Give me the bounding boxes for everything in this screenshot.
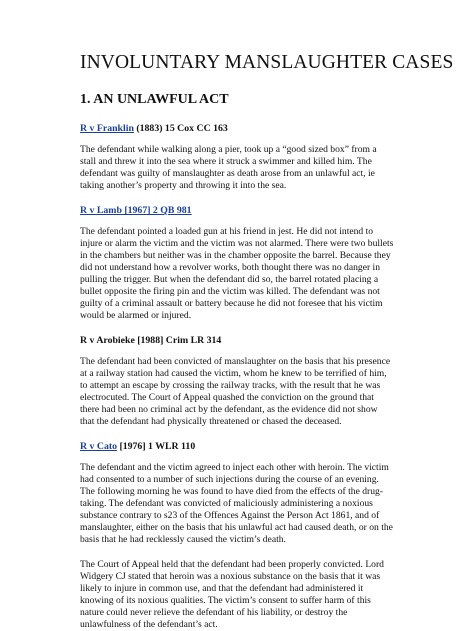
case-heading <box>80 123 394 135</box>
case-cato <box>80 441 394 631</box>
case-lamb <box>80 205 394 322</box>
case-heading <box>80 335 394 347</box>
case-link-lamb[interactable]: R v Lamb [1967] 2 QB 981 <box>80 205 192 216</box>
section-heading: 1. AN UNLAWFUL ACT <box>80 92 229 107</box>
case-heading <box>80 205 394 217</box>
case-arobieke <box>80 335 394 428</box>
case-citation: [1976] 1 WLR 110 <box>117 441 196 452</box>
case-link-franklin[interactable]: R v Franklin <box>80 123 134 134</box>
case-heading <box>80 441 394 453</box>
case-paragraph: The defendant and the victim agreed to inject each other with heroin. The victim had consented to a number of such injections during the course of an evening. The following morning he was found to have died from the effects of the drug-taking. The defendant was convicted of maliciously administering a noxious substance contrary to s23 of the Offences Against the Person Act 1861, and of manslaughter, either on the basis that his unlawful act had caused death, or on the basis that he had recklessly caused the victim’s death. <box>80 462 393 545</box>
case-citation: R v Arobieke [1988] Crim LR 314 <box>80 335 222 346</box>
case-paragraph: The defendant had been convicted of manslaughter on the basis that his presence at a railway station had caused the victim, whom he knew to be terrified of him, to attempt an escape by crossing the railway tracks, with the result that he was electrocuted. The Court of Appeal quashed the conviction on the ground that there had been no criminal act by the defendant, as the evidence did not show that the defendant had physically threatened or chased the deceased. <box>80 356 391 427</box>
case-paragraph: The defendant pointed a loaded gun at his friend in jest. He did not intend to injure or alarm the victim and the victim was not alarmed. There were two bullets in the chambers but neither was in the chamber opposite the barrel. Because they did not understand how a revolver works, both thought there was no danger in pulling the trigger. But when the defendant did so, the barrel rotated placing a bullet opposite the firing pin and the victim was killed. The defendant was not guilty of a criminal assault or battery because he did not foresee that his victim would be alarmed or injured. <box>80 226 394 321</box>
case-franklin <box>80 123 394 192</box>
case-citation: (1883) 15 Cox CC 163 <box>133 123 228 134</box>
case-link-cato[interactable]: R v Cato <box>80 441 118 452</box>
case-paragraph: The Court of Appeal held that the defendant had been properly convicted. Lord Widgery CJ stated that heroin was a noxious substance on the basis that it was likely to injure in common use, and that the defendant had administered it knowing of its noxious qualities. The victim’s consent to suffer harm of this nature could never relieve the defendant of his liability, or destroy the unlawfulness of the defendant’s act. <box>80 559 384 630</box>
case-paragraph: The defendant while walking along a pier, took up a “good sized box” from a stall and threw it into the sea where it struck a swimmer and killed him. The defendant was guilty of manslaughter as death arose from an unlawful act, ie taking another’s property and throwing it into the sea. <box>80 144 377 191</box>
document-title: INVOLUNTARY MANSLAUGHTER CASES <box>80 52 454 73</box>
